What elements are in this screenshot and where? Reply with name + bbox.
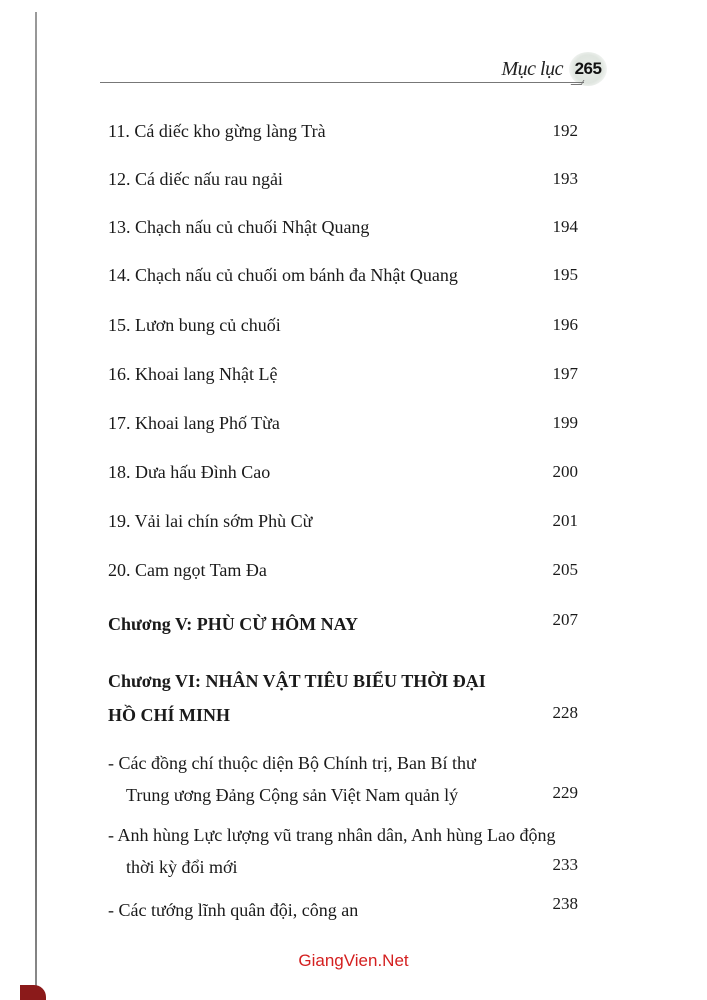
toc-entry-page: 197	[552, 364, 578, 383]
toc-entry-page: 196	[552, 315, 578, 334]
toc-entry-title: 18. Dưa hấu Đình Cao	[108, 462, 271, 482]
chapter-page: 207	[552, 610, 578, 629]
chapter-title-line1: Chương VI: NHÂN VẬT TIÊU BIỂU THỜI ĐẠI	[108, 671, 486, 691]
toc-entry-title: 13. Chạch nấu củ chuối Nhật Quang	[108, 217, 370, 237]
subentry-page: 229	[552, 783, 578, 802]
toc-entry-title: 11. Cá diếc kho gừng làng Trà	[108, 121, 326, 141]
running-header	[502, 52, 607, 86]
toc-entry-title: 19. Vải lai chín sớm Phù Cừ	[108, 511, 313, 531]
subentry-line1: - Các tướng lĩnh quân đội, công an	[108, 900, 359, 920]
header-rule	[100, 82, 584, 83]
toc-entry-title: 17. Khoai lang Phố Từa	[108, 413, 280, 433]
toc-entry-page: 201	[552, 511, 578, 530]
watermark-text: GiangVien.Net	[298, 951, 409, 970]
subentry-line2: thời kỳ đổi mới	[126, 857, 238, 877]
toc-entry-title: 14. Chạch nấu củ chuối om bánh đa Nhật Quang	[108, 265, 458, 285]
chapter-title: Chương V: PHÙ CỪ HÔM NAY	[108, 614, 358, 634]
subentry-line2: Trung ương Đảng Cộng sản Việt Nam quản lý	[126, 785, 459, 805]
subentry-line1: - Anh hùng Lực lượng vũ trang nhân dân, Anh hùng Lao động	[108, 825, 556, 845]
subentry-page: 233	[552, 855, 578, 874]
toc-entry-page: 199	[552, 413, 578, 432]
toc-entry-page: 193	[552, 169, 578, 188]
toc-entry-page: 205	[552, 560, 578, 579]
page-number: 265	[574, 59, 602, 78]
toc-entry-title: 15. Lươn bung củ chuối	[108, 315, 281, 335]
toc-entry-page: 195	[552, 265, 578, 284]
chapter-page: 228	[552, 703, 578, 722]
toc-entry-title: 12. Cá diếc nấu rau ngải	[108, 169, 283, 189]
bookmark-corner	[20, 985, 46, 1000]
toc-entry-title: 16. Khoai lang Nhật Lệ	[108, 364, 278, 384]
toc-entry-page: 200	[552, 462, 578, 481]
toc-entry-page: 194	[552, 217, 578, 236]
section-title: Mục lục	[501, 57, 563, 80]
chapter-title-line2: HỒ CHÍ MINH	[108, 705, 231, 725]
page-binding-edge	[35, 12, 37, 987]
toc-entry-page: 192	[552, 121, 578, 140]
toc-entry-title: 20. Cam ngọt Tam Đa	[108, 560, 267, 580]
subentry-line1: - Các đồng chí thuộc diện Bộ Chính trị, Ban Bí thư	[108, 753, 476, 773]
subentry-page: 238	[552, 894, 578, 913]
